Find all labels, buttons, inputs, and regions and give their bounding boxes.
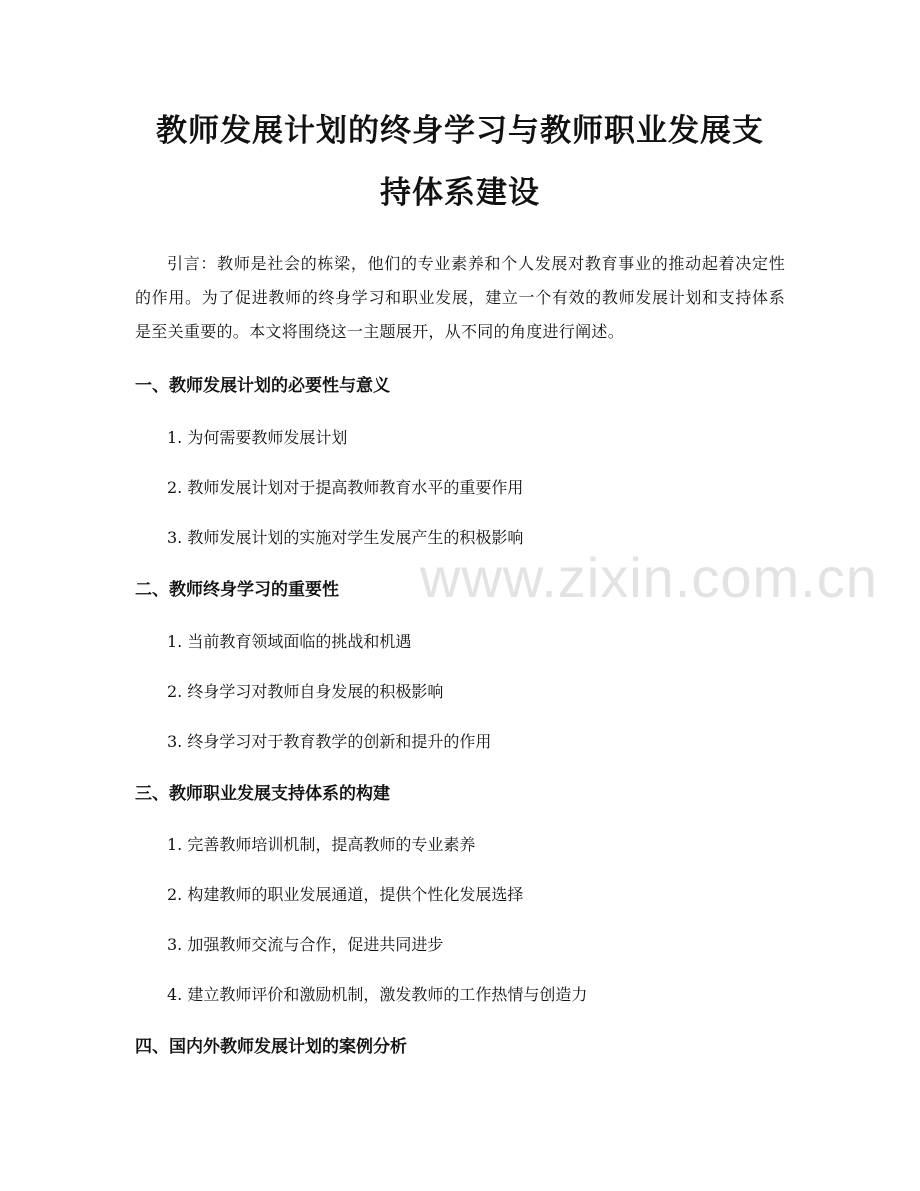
list-item: 4. 建立教师评价和激励机制，激发教师的工作热情与创造力	[167, 985, 588, 1004]
section-heading-1: 一、教师发展计划的必要性与意义	[135, 376, 390, 396]
list-item: 2. 终身学习对教师自身发展的积极影响	[167, 682, 444, 701]
section-heading-4: 四、国内外教师发展计划的案例分析	[135, 1037, 407, 1057]
list-item: 3. 教师发展计划的实施对学生发展产生的积极影响	[167, 528, 524, 547]
document-title	[120, 100, 800, 224]
title-line-2: 持体系建设	[380, 175, 540, 211]
list-item: 1. 完善教师培训机制，提高教师的专业素养	[167, 835, 476, 854]
list-item: 1. 当前教育领域面临的挑战和机遇	[167, 632, 412, 651]
intro-paragraph: 引言：教师是社会的栋梁，他们的专业素养和个人发展对教育事业的推动起着决定性的作用。为了促进教师的终身学习和职业发展，建立一个有效的教师发展计划和支持体系是至关重要的。本文将围绕这一主题展开，从不同的角度进行阐述。	[135, 254, 785, 341]
watermark: www.zixin.com.cn	[420, 546, 878, 609]
list-item: 3. 终身学习对于教育教学的创新和提升的作用	[167, 732, 492, 751]
section-heading-2: 二、教师终身学习的重要性	[135, 580, 339, 600]
list-item: 2. 构建教师的职业发展通道，提供个性化发展选择	[167, 885, 524, 904]
list-item: 3. 加强教师交流与合作，促进共同进步	[167, 935, 444, 954]
list-item: 1. 为何需要教师发展计划	[167, 428, 348, 447]
list-item: 2. 教师发展计划对于提高教师教育水平的重要作用	[167, 478, 524, 497]
section-heading-3: 三、教师职业发展支持体系的构建	[135, 784, 390, 804]
title-line-1: 教师发展计划的终身学习与教师职业发展支	[156, 113, 764, 149]
